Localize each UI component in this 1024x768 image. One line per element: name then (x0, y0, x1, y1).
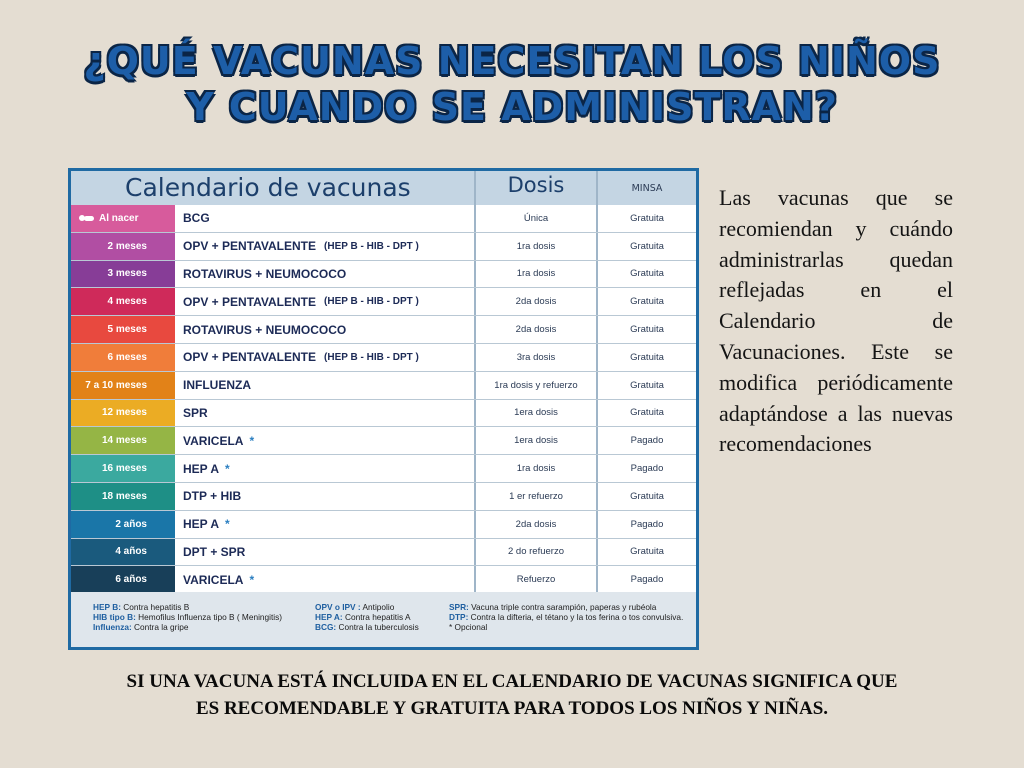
minsa-cell: Gratuita (630, 268, 664, 280)
vaccine-cell (183, 539, 245, 566)
dose-cell: 1ra dosis (516, 240, 556, 252)
vaccine-name: INFLUENZA (183, 378, 251, 393)
age-cell (71, 566, 175, 593)
dose-cell: 2da dosis (515, 296, 557, 308)
age-cell (71, 205, 175, 232)
age-label: 16 meses (101, 463, 147, 475)
table-row (71, 400, 696, 428)
legend-column-2 (315, 602, 419, 632)
vaccine-name: OPV + PENTAVALENTE (183, 350, 317, 365)
legend-text: Hemofilus Influenza tipo B ( Meningitis) (138, 612, 283, 622)
legend-text: Contra la gripe (134, 622, 189, 632)
legend-text: Antipolio (362, 602, 395, 612)
legend-text: * Opcional (449, 622, 488, 632)
legend-item (93, 622, 282, 632)
legend-key: SPR: (449, 602, 469, 612)
age-label: Al nacer (99, 212, 139, 224)
age-label: 18 meses (101, 490, 147, 502)
legend-item (449, 602, 683, 612)
table-row (71, 511, 696, 539)
legend-item (315, 612, 419, 622)
table-row (71, 566, 696, 594)
table-row (71, 344, 696, 372)
baby-icon (79, 213, 95, 223)
age-label: 4 meses (107, 296, 147, 308)
age-label: 6 meses (107, 351, 147, 363)
vaccine-cell (183, 566, 254, 593)
table-row (71, 261, 696, 289)
optional-marker: * (249, 572, 255, 587)
dose-cell: Única (523, 212, 549, 224)
age-label: 6 años (115, 574, 147, 586)
age-cell (71, 372, 175, 399)
vaccine-name: ROTAVIRUS + NEUMOCOCO (183, 322, 347, 337)
legend-item (93, 612, 282, 622)
minsa-cell: Gratuita (630, 240, 664, 252)
table-row (71, 316, 696, 344)
vaccine-name: OPV + PENTAVALENTE (183, 294, 317, 309)
minsa-cell: Gratuita (630, 296, 664, 308)
vaccine-cell (183, 344, 419, 371)
legend-key: DTP: (449, 612, 469, 622)
legend-item (315, 602, 419, 612)
vaccine-cell (183, 288, 419, 315)
legend-text: Contra la difteria, el tétano y la tos ferina o tos convulsiva. (470, 612, 684, 622)
legend-key: BCG: (315, 622, 337, 632)
vaccine-cell (183, 233, 419, 260)
calendar-header (71, 171, 696, 205)
legend-column-3 (449, 602, 683, 632)
legend-key: HIB tipo B: (93, 612, 136, 622)
vaccine-components: (HEP B - HIB - DPT ) (324, 351, 419, 363)
minsa-cell: Pagado (630, 518, 664, 530)
vaccine-cell (183, 455, 230, 482)
vaccine-name: VARICELA (183, 433, 244, 448)
minsa-cell: Gratuita (630, 546, 664, 558)
optional-marker: * (249, 433, 255, 448)
age-cell (71, 511, 175, 538)
legend-text: Contra la tuberculosis (338, 622, 419, 632)
dose-cell: 1ra dosis (516, 268, 556, 280)
column-header-minsa: MINSA (631, 182, 663, 194)
legend-item (449, 622, 683, 632)
column-header-dosis: Dosis (507, 173, 565, 197)
dose-cell: 1ra dosis y refuerzo (494, 379, 578, 391)
dose-cell: 2da dosis (515, 518, 557, 530)
table-row (71, 483, 696, 511)
age-label: 2 meses (107, 240, 147, 252)
dose-cell: 2 do refuerzo (508, 546, 564, 558)
vaccine-name: DPT + SPR (183, 544, 246, 559)
minsa-cell: Pagado (630, 435, 664, 447)
dose-cell: 3ra dosis (516, 351, 556, 363)
age-cell (71, 344, 175, 371)
age-cell (71, 316, 175, 343)
side-description: Las vacunas que se recomiendan y cuándo administrarlas quedan reflejadas en el Calendario de Vacunaciones. Este se modifica periódicamente adaptándose a las nuevas recomendaciones (719, 185, 953, 457)
table-row (71, 455, 696, 483)
age-cell (71, 483, 175, 510)
age-label: 7 a 10 meses (85, 379, 147, 391)
table-row (71, 372, 696, 400)
age-cell (71, 455, 175, 482)
vaccine-name: VARICELA (183, 572, 244, 587)
dose-cell: 1 er refuerzo (509, 490, 563, 502)
age-cell (71, 261, 175, 288)
table-row (71, 427, 696, 455)
legend-text: Vacuna triple contra sarampión, paperas y rubéola (471, 602, 657, 612)
age-cell (71, 400, 175, 427)
minsa-cell: Pagado (630, 574, 664, 586)
legend-item (315, 622, 419, 632)
legend-key: HEP B: (93, 602, 121, 612)
minsa-cell: Gratuita (630, 490, 664, 502)
legend-item (449, 612, 683, 622)
age-label: 4 años (115, 546, 147, 558)
minsa-cell: Gratuita (630, 407, 664, 419)
vaccine-name: DTP + HIB (183, 489, 242, 504)
age-cell (71, 427, 175, 454)
legend-key: OPV o IPV : (315, 602, 361, 612)
legend-column-1 (93, 602, 282, 632)
legend-key: HEP A: (315, 612, 343, 622)
footer-line-2: ES RECOMENDABLE Y GRATUITA PARA TODOS LOS NIÑOS Y NIÑAS. (195, 698, 829, 719)
age-cell (71, 539, 175, 566)
minsa-cell: Gratuita (630, 324, 664, 336)
legend-item (93, 602, 282, 612)
dose-cell: 1era dosis (514, 435, 558, 447)
vaccine-cell (183, 316, 346, 343)
age-cell (71, 233, 175, 260)
age-label: 3 meses (107, 268, 147, 280)
vaccine-calendar-table (68, 168, 699, 650)
minsa-cell: Gratuita (630, 212, 664, 224)
calendar-legend (71, 592, 696, 647)
minsa-cell: Pagado (630, 463, 664, 475)
vaccine-name: HEP A (183, 517, 220, 532)
table-row (71, 288, 696, 316)
footer-note (40, 668, 984, 722)
minsa-cell: Gratuita (630, 379, 664, 391)
vaccine-cell (183, 372, 251, 399)
title-line-1: ¿QUÉ VACUNAS NECESITAN LOS NIÑOS (83, 39, 941, 83)
age-cell (71, 288, 175, 315)
age-label: 2 años (115, 518, 147, 530)
vaccine-name: BCG (183, 211, 210, 226)
vaccine-name: HEP A (183, 461, 220, 476)
dose-cell: 1era dosis (514, 407, 558, 419)
vaccine-cell (183, 427, 254, 454)
dose-cell: 2da dosis (515, 324, 557, 336)
optional-marker: * (225, 517, 230, 532)
calendar-title: Calendario de vacunas (125, 173, 411, 202)
legend-text: Contra hepatitis B (123, 602, 190, 612)
vaccine-cell (183, 511, 230, 538)
page-title (0, 38, 1024, 130)
vaccine-name: OPV + PENTAVALENTE (183, 239, 317, 254)
vaccine-components: (HEP B - HIB - DPT ) (324, 296, 419, 308)
vaccine-name: SPR (183, 405, 208, 420)
vaccine-name: ROTAVIRUS + NEUMOCOCO (183, 266, 347, 281)
footer-line-1: SI UNA VACUNA ESTÁ INCLUIDA EN EL CALENDARIO DE VACUNAS SIGNIFICA QUE (126, 671, 898, 692)
legend-text: Contra hepatitis A (344, 612, 411, 622)
table-row (71, 205, 696, 233)
vaccine-cell (183, 261, 346, 288)
age-label: 14 meses (101, 435, 147, 447)
dose-cell: 1ra dosis (516, 463, 556, 475)
title-line-2: Y CUANDO SE ADMINISTRAN? (186, 85, 838, 129)
table-row (71, 233, 696, 261)
vaccine-cell (183, 483, 241, 510)
age-label: 12 meses (101, 407, 147, 419)
dose-cell: Refuerzo (516, 574, 556, 586)
optional-marker: * (225, 461, 230, 476)
legend-key: Influenza: (93, 622, 132, 632)
vaccine-cell (183, 205, 210, 232)
table-row (71, 539, 696, 567)
vaccine-components: (HEP B - HIB - DPT ) (324, 240, 419, 252)
vaccine-cell (183, 400, 208, 427)
minsa-cell: Gratuita (630, 351, 664, 363)
age-label: 5 meses (107, 324, 147, 336)
